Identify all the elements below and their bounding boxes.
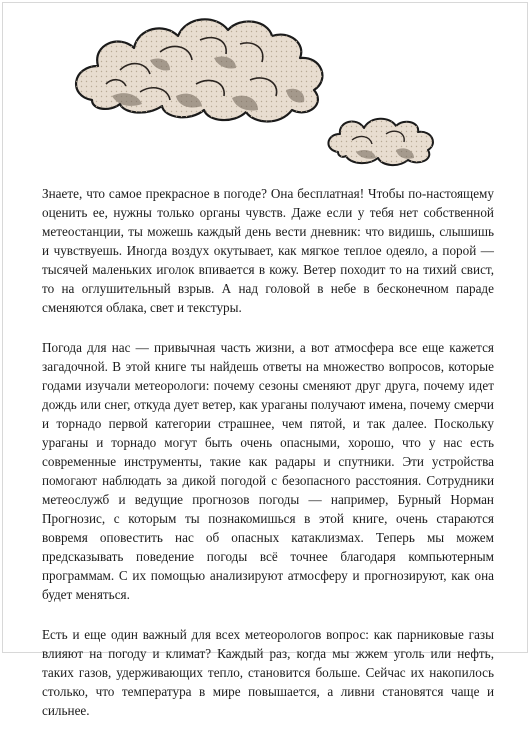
clouds-illustration	[0, 0, 532, 175]
large-cloud-icon	[76, 19, 322, 121]
paragraph-1: Знаете, что самое прекрасное в погоде? Она бесплатная! Чтобы по-настоящему оценить ее, нужны только органы чувств. Даже если у тебя нет собственной метеостанции, ты можешь каждый день вести дневник: что видишь, слышишь и чувствуешь. Иногда воздух окутывает, как мягкое теплое одеяло, а порой — тысячей маленьких иголок впивается в кожу. Ветер походит то на тихий свист, то на оглушительный взрыв. А над головой в небе в бесконечном параде сменяются облака, свет и текстуры.	[42, 186, 494, 315]
paragraph-2: Погода для нас — привычная часть жизни, а вот атмосфера все еще кажется загадочной. В этой книге ты найдешь ответы на множество вопросов, которые годами изучали метеорологи: почему сезоны сменяют друг друга, почему идет дождь или снег, откуда дует ветер, как ураганы получают имена, почему смерчи и торнадо первой категории страшнее, чем пятой, и так далее. Поскольку ураганы и торнадо могут быть очень опасными, хорошо, что у нас есть современные инструменты, такие как радары и спутники. Эти устройства помогают наблюдать за дикой погодой с безопасного расстояния. Сотрудники метеослужб и ведущие прогнозов погоды — например, Бурный Норман Прогнозис, с которым ты познакомишься в этой книге, очень стараются вовремя оповестить нас об опасных катаклизмах. Теперь мы можем предсказывать поведение погоды всё точнее благодаря компьютерным программам. С их помощью анализируют атмосферу и прогнозируют, как она будет меняться.	[42, 340, 494, 602]
paragraph-3: Есть и еще один важный для всех метеорологов вопрос: как парниковые газы влияют на погоду и климат? Каждый раз, когда мы жжем уголь или нефть, таких газов, удерживающих тепло, становится больше. Сейчас их накопилось столько, что температура в мире повышается, а ливни становятся чаще и сильнее.	[42, 627, 494, 718]
body-text	[42, 184, 494, 741]
small-cloud-icon	[328, 119, 433, 165]
